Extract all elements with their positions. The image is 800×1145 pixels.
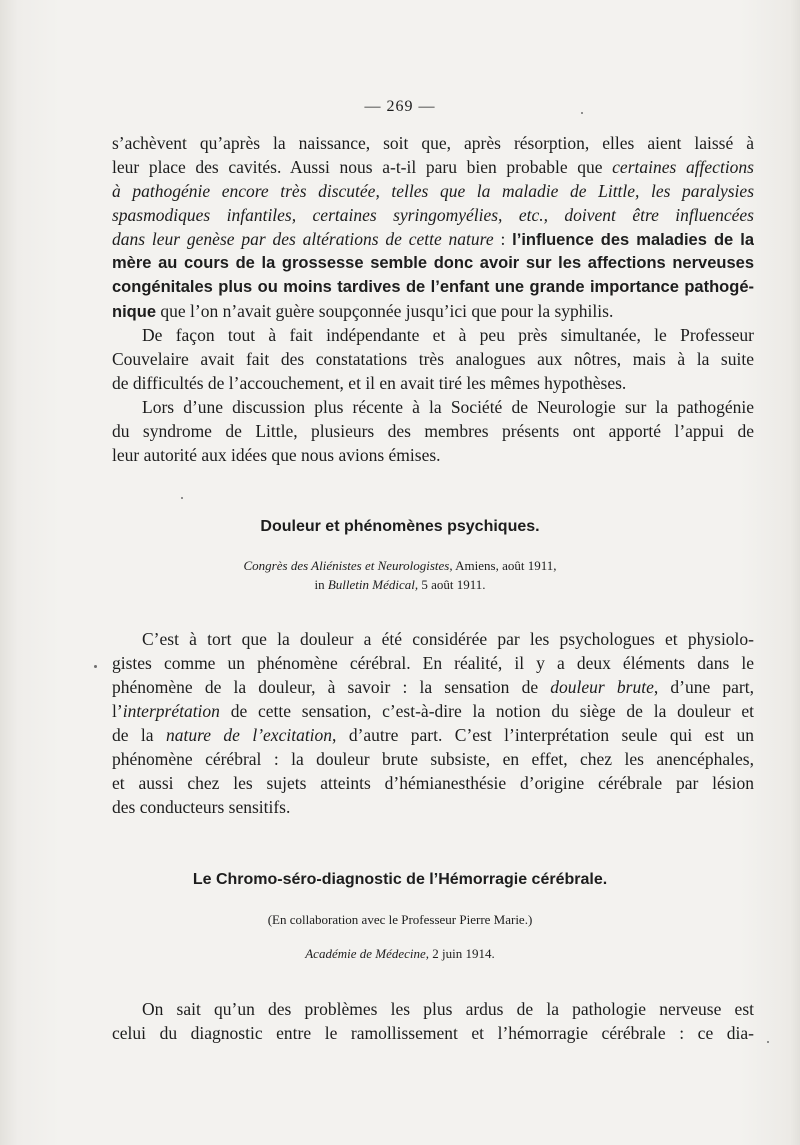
- text-line: gistes comme un phénomène cérébral. En réalité, il y a deux éléments dans le: [112, 653, 754, 673]
- section-citation-chromo: Académie de Médecine, 2 juin 1914.: [305, 946, 495, 961]
- scan-speck: [767, 1041, 769, 1043]
- section-title-chromo: Le Chromo-séro-diagnostic de l’Hémorragie cérébrale.: [192, 871, 608, 888]
- text-line: On sait qu’un des problèmes les plus ardus de la pathologie nerveuse est: [142, 999, 754, 1019]
- text-line: dans leur genèse par des altérations de cette nature : l’influence des maladies de la: [112, 229, 754, 249]
- text-line: nique que l’on n’avait guère soupçonnée jusqu’ici que pour la syphilis.: [112, 301, 614, 321]
- text-line: leur autorité aux idées que nous avions émises.: [112, 445, 441, 465]
- text-line: des conducteurs sensitifs.: [112, 797, 291, 817]
- scan-speck: [181, 497, 183, 499]
- text-line: de la nature de l’excitation, d’autre part. C’est l’interprétation seule qui est un: [112, 725, 754, 745]
- text-line: de difficultés de l’accouchement, et il en avait tiré les mêmes hypothèses.: [112, 373, 627, 393]
- text-line: à pathogénie encore très discutée, telles que la maladie de Little, les paralysies: [112, 181, 754, 201]
- text-line: congénitales plus ou moins tardives de l’enfant une grande importance pathogé-: [112, 278, 754, 296]
- page-number: — 269 —: [364, 98, 436, 115]
- text-line: mère au cours de la grossesse semble donc avoir sur les affections nerveuses: [112, 254, 754, 272]
- text-line: du syndrome de Little, plusieurs des membres présents ont apporté l’appui de: [112, 421, 754, 441]
- paragraph-2: [112, 323, 754, 395]
- section-citation-douleur: [0, 556, 800, 594]
- section-title-douleur: Douleur et phénomènes psychiques.: [260, 518, 540, 535]
- text-line: Couvelaire avait fait des constatations très analogues aux nôtres, mais à la suite: [112, 349, 754, 369]
- section-body-chromo: [112, 997, 754, 1045]
- text-line: Lors d’une discussion plus récente à la Société de Neurologie sur la pathogénie: [142, 397, 754, 417]
- text-line: s’achèvent qu’après la naissance, soit que, après résorption, elles aient laissé à: [112, 133, 754, 153]
- citation-line: Congrès des Aliénistes et Neurologistes, Amiens, août 1911,: [243, 558, 557, 573]
- text-line: l’interprétation de cette sensation, c’est-à-dire la notion du siège de la douleur et: [112, 701, 754, 721]
- text-line: phénomène de la douleur, à savoir : la sensation de douleur brute, d’une part,: [112, 677, 754, 697]
- text-line: C’est à tort que la douleur a été considérée par les psychologues et physiolo-: [142, 629, 754, 649]
- text-line: De façon tout à fait indépendante et à peu près simultanée, le Professeur: [142, 325, 754, 345]
- text-line: leur place des cavités. Aussi nous a-t-il paru bien probable que certaines affections: [112, 157, 754, 177]
- scan-speck: [94, 665, 97, 668]
- text-line: et aussi chez les sujets atteints d’hémianesthésie d’origine cérébrale par lésion: [112, 773, 754, 793]
- citation-line: in Bulletin Médical, 5 août 1911.: [314, 577, 486, 592]
- text-line: phénomène cérébral : la douleur brute subsiste, en effet, chez les anencéphales,: [112, 749, 754, 769]
- section-body-douleur: [112, 627, 754, 819]
- paragraph-3: [112, 395, 754, 467]
- paragraph-1: [112, 131, 754, 323]
- text-line: spasmodiques infantiles, certaines syringomyélies, etc., doivent être influencées: [112, 205, 754, 225]
- text-line: celui du diagnostic entre le ramollissement et l’hémorragie cérébrale : ce dia-: [112, 1023, 754, 1043]
- section-collaboration: (En collaboration avec le Professeur Pierre Marie.): [267, 912, 533, 927]
- scan-speck: [581, 112, 583, 114]
